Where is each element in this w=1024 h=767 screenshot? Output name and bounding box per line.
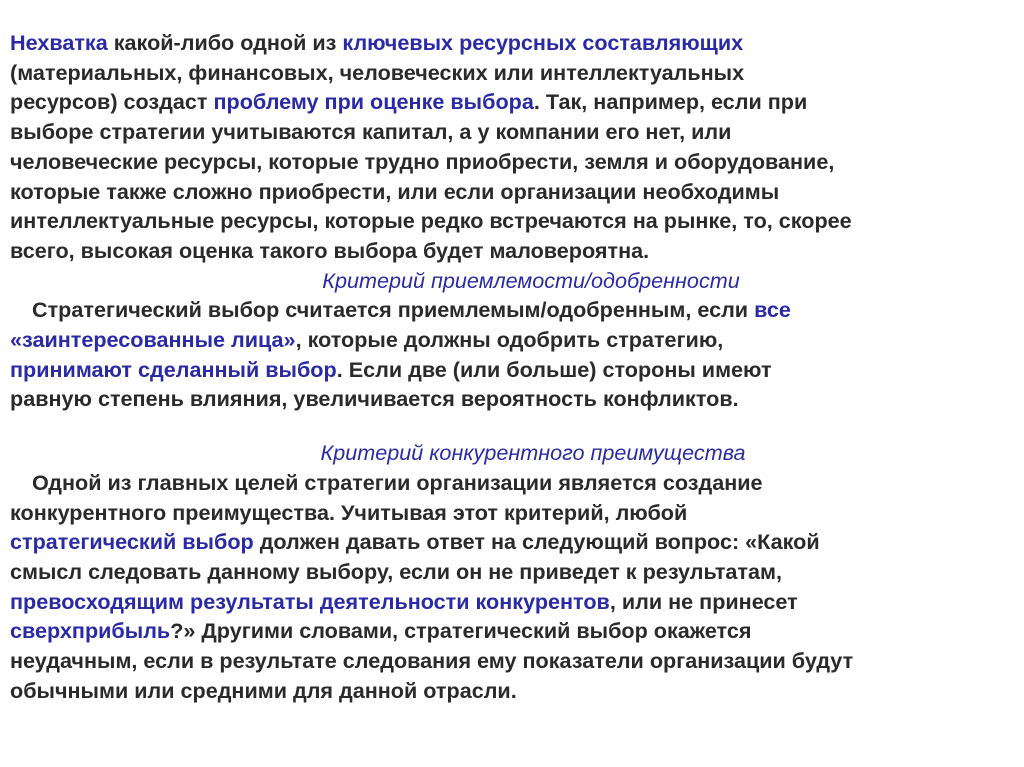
section-heading: Критерий приемлемости/одобренности xyxy=(322,267,740,293)
highlight-text: «заинтересованные лица» xyxy=(10,327,296,353)
highlight-text: ключевых ресурсных составляющих xyxy=(342,30,744,55)
text-line: выборе стратегии учитываются капитал, а у компании его нет, или xyxy=(10,119,732,145)
slide-content xyxy=(10,28,1012,705)
text-line xyxy=(10,587,1012,617)
highlight-text: стратегический выбор xyxy=(10,529,254,555)
text-line xyxy=(10,87,1012,117)
body-text: . Так, например, если при xyxy=(533,89,808,115)
text-line: неудачным, если в результате следования ему показатели организации будут xyxy=(10,648,854,674)
text-line: которые также сложно приобрести, или если организации необходимы xyxy=(10,178,780,204)
body-text: какой-либо одной из xyxy=(107,30,343,55)
text-line: равную степень влияния, увеличивается вероятность конфликтов. xyxy=(10,386,739,412)
text-line xyxy=(10,527,1012,557)
text-line: всего, высокая оценка такого выбора будет маловероятна. xyxy=(10,237,650,263)
text-line: Одной из главных целей стратегии организации является создание xyxy=(32,469,763,495)
highlight-text: все xyxy=(754,297,791,323)
text-line xyxy=(10,616,1012,646)
spacer xyxy=(10,414,1012,438)
highlight-text: превосходящим результаты деятельности конкурентов xyxy=(10,588,610,614)
body-text: Стратегический выбор считается приемлемым/одобренным, если xyxy=(32,297,755,323)
body-text: должен давать ответ на следующий вопрос: «Какой xyxy=(253,529,820,555)
paragraph-resources xyxy=(10,28,1012,266)
body-text: , которые должны одобрить стратегию, xyxy=(295,327,724,353)
text-line: человеческие ресурсы, которые трудно приобрести, земля и оборудование, xyxy=(10,148,835,174)
body-text: ресурсов) создаст xyxy=(10,89,214,115)
text-line: смысл следовать данному выбору, если он не приведет к результатам, xyxy=(10,558,782,584)
body-text: , или не принесет xyxy=(609,588,798,614)
highlight-text: проблему при оценке выбора xyxy=(213,89,534,115)
text-line: конкурентного преимущества. Учитывая этот критерий, любой xyxy=(10,499,688,525)
text-line xyxy=(10,325,1012,355)
section-heading: Критерий конкурентного преимущества xyxy=(320,440,746,466)
text-line xyxy=(10,355,1012,385)
highlight-text: сверхприбыль xyxy=(10,618,171,644)
text-line xyxy=(10,295,1012,325)
section-competitive-advantage xyxy=(10,438,1012,705)
highlight-text: принимают сделанный выбор xyxy=(10,356,337,382)
section-acceptability xyxy=(10,266,1012,415)
text-line: обычными или средними для данной отрасли. xyxy=(10,677,517,703)
highlight-text: Нехватка xyxy=(10,30,108,55)
text-line: (материальных, финансовых, человеческих или интеллектуальных xyxy=(10,59,745,85)
body-text: . Если две (или больше) стороны имеют xyxy=(336,356,772,382)
text-line xyxy=(10,28,1012,58)
text-line: интеллектуальные ресурсы, которые редко встречаются на рынке, то, скорее xyxy=(10,208,852,234)
body-text: ?» Другими словами, стратегический выбор окажется xyxy=(170,618,752,644)
